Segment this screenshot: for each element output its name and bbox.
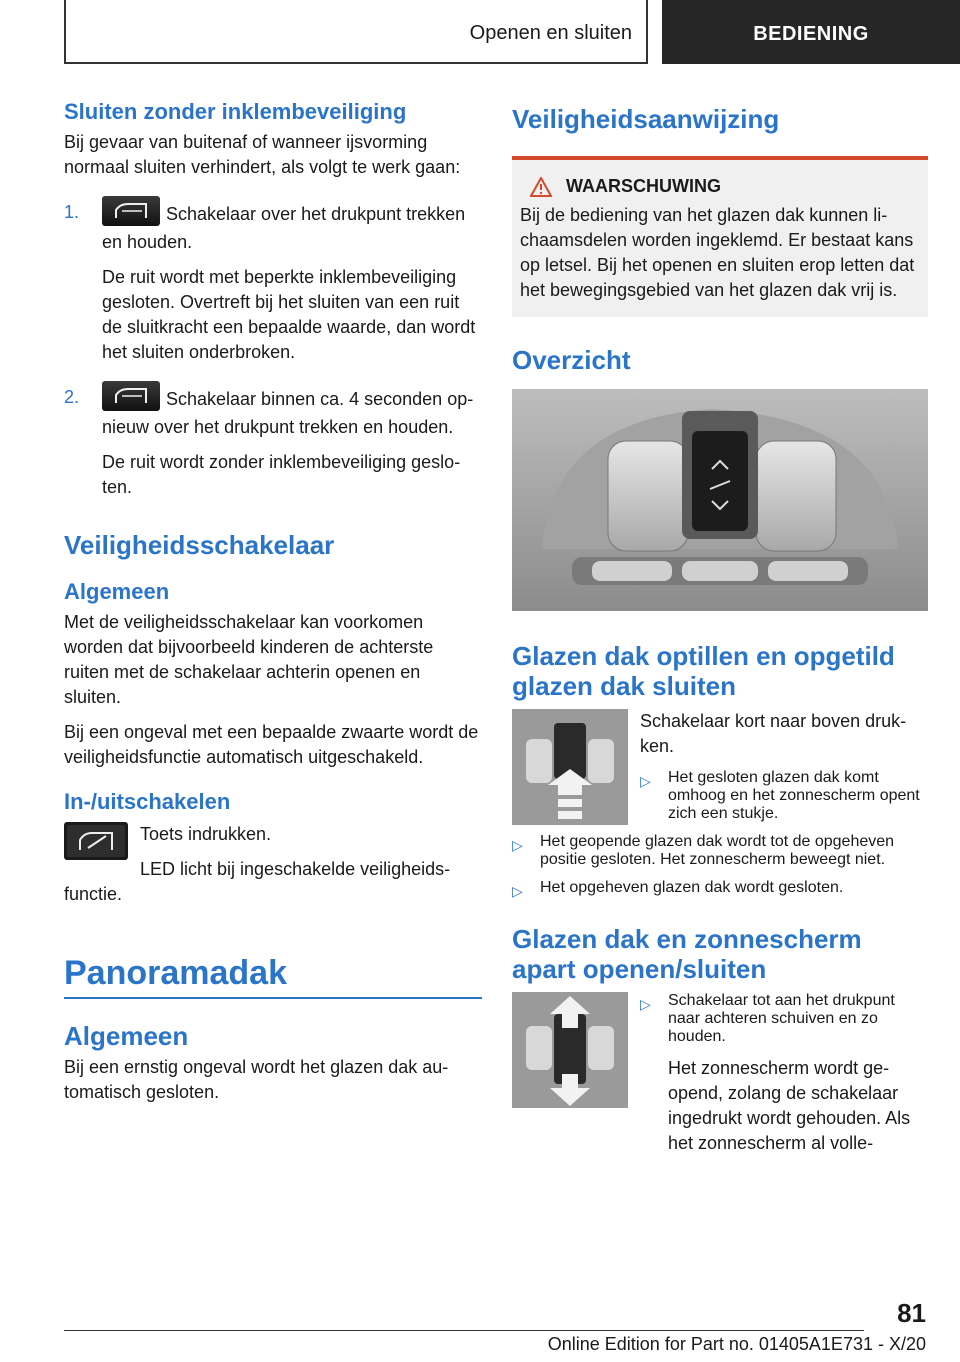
apart-bullet-1 bbox=[640, 992, 928, 1046]
page-number: 81 bbox=[897, 1298, 926, 1328]
window-switch-icon bbox=[102, 381, 160, 411]
triangle-bullet-icon: ▷ bbox=[640, 773, 651, 789]
step-number: 1. bbox=[64, 202, 80, 222]
heading-apart: Glazen dak en zonnescherm apart openen/sluiten bbox=[512, 924, 862, 984]
switch-slide-photo bbox=[512, 992, 628, 1108]
window-switch-icon bbox=[102, 196, 160, 226]
step-1 bbox=[64, 200, 482, 375]
apart-row bbox=[512, 992, 928, 1166]
warning-title bbox=[520, 176, 920, 197]
header-section-label: Openen en sluiten bbox=[469, 21, 632, 44]
heading-sluiten: Sluiten zonder inklembeveiliging bbox=[64, 99, 407, 124]
left-column bbox=[64, 98, 482, 1115]
switch-up-photo bbox=[512, 709, 628, 825]
apart-paragraph: Het zonnescherm wordt geopend, zolang de schakelaar ingedrukt wordt gehouden. Als het zonnescherm al volle- bbox=[668, 1058, 911, 1153]
step-subtext: De ruit wordt met beperkte inklembeveiliging gesloten. Overtreft bij het sluiten van een ruit de sluitkracht een bepaalde waarde, dan wordt het sluiten onderbroken. bbox=[102, 267, 476, 362]
header-chapter-label: BEDIENING bbox=[753, 22, 869, 45]
heading-panoramadak: Panoramadak bbox=[64, 954, 287, 992]
triangle-bullet-icon: ▷ bbox=[512, 883, 523, 899]
step-subtext: De ruit wordt zonder inklembeveiliging gesloten. bbox=[102, 452, 461, 497]
heading-optillen: Glazen dak optillen en opgetild glazen dak sluiten bbox=[512, 641, 895, 701]
bullet-text: Het gesloten glazen dak komt omhoog en het zonnescherm opent zich een stukje. bbox=[668, 769, 920, 822]
footer-edition: Online Edition for Part no. 01405A1E731 - X/20 bbox=[547, 1334, 926, 1354]
warning-title-text: WAARSCHUWING bbox=[566, 176, 721, 196]
safety-switch-icon bbox=[64, 822, 128, 865]
footer-rule bbox=[64, 1330, 864, 1331]
triangle-bullet-icon: ▷ bbox=[640, 996, 651, 1012]
optillen-bullet-2 bbox=[512, 833, 928, 869]
optillen-row bbox=[512, 709, 928, 833]
step-2 bbox=[64, 385, 482, 510]
warning-box bbox=[512, 156, 928, 317]
step-text: Schakelaar over het drukpunt trekken en houden. bbox=[102, 203, 466, 252]
heading-algemeen-1: Algemeen bbox=[64, 579, 170, 604]
step-number: 2. bbox=[64, 387, 80, 407]
header-chapter bbox=[662, 0, 960, 64]
section-rule bbox=[64, 997, 482, 999]
header-section bbox=[64, 0, 648, 64]
heading-overzicht: Overzicht bbox=[512, 345, 631, 375]
right-column bbox=[512, 98, 928, 1166]
overhead-console-photo bbox=[512, 389, 928, 611]
triangle-bullet-icon: ▷ bbox=[512, 837, 523, 853]
step-text: Schakelaar binnen ca. 4 seconden opnieuw over het drukpunt trekken en houden. bbox=[102, 388, 474, 437]
heading-in-uitschakelen: In-/uitschakelen bbox=[64, 789, 231, 814]
in-uit-paragraph-2-text: LED licht bij ingeschakelde veiligheidsfunctie. bbox=[64, 859, 451, 904]
in-uit-paragraph-1: Toets indrukken. bbox=[140, 824, 272, 844]
intro-paragraph: Bij gevaar van buitenaf of wanneer ijsvorming normaal sluiten verhindert, als volgt te werk gaan: bbox=[64, 132, 461, 177]
bullet-text: Schakelaar tot aan het drukpunt naar achteren schuiven en zo houden. bbox=[668, 992, 895, 1045]
algemeen-paragraph-1: Met de veiligheidsschakelaar kan voorkomen worden dat bijvoorbeeld kinderen de achterste ruiten met de schakelaar achterin openen en sluiten. bbox=[64, 612, 434, 707]
algemeen-2-paragraph: Bij een ernstig ongeval wordt het glazen dak automatisch gesloten. bbox=[64, 1057, 449, 1102]
bullet-text: Het geopende glazen dak wordt tot de opgeheven positie gesloten. Het zonnescherm beweegt niet. bbox=[540, 833, 895, 868]
heading-veiligheidsschakelaar: Veiligheidsschakelaar bbox=[64, 530, 335, 560]
bullet-text: Het opgeheven glazen dak wordt gesloten. bbox=[540, 879, 844, 896]
optillen-paragraph: Schakelaar kort naar boven drukken. bbox=[640, 711, 907, 756]
algemeen-paragraph-2: Bij een ongeval met een bepaalde zwaarte wordt de veiligheidsfunctie automatisch uitgeschakeld. bbox=[64, 722, 479, 767]
warning-triangle-icon bbox=[530, 177, 552, 197]
optillen-bullet-3 bbox=[512, 879, 928, 904]
heading-algemeen-2: Algemeen bbox=[64, 1021, 189, 1051]
heading-veiligheidsaanwijzing: Veiligheidsaanwijzing bbox=[512, 104, 780, 134]
optillen-bullet-1 bbox=[640, 769, 928, 823]
warning-text: Bij de bediening van het glazen dak kunnen lichaamsdelen worden ingeklemd. Er bestaat kans op letsel. Bij het openen en sluiten erop letten dat het bewegingsgebied van het glazen dak vrij is. bbox=[520, 205, 915, 300]
